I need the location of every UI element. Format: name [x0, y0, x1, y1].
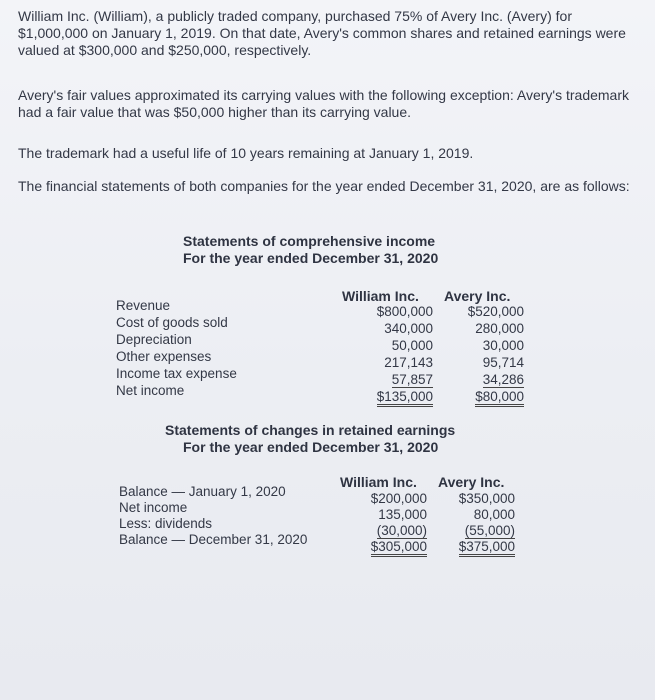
re-william-value: (30,000) — [376, 523, 427, 538]
income-row-label: Income tax expense — [116, 366, 237, 381]
re-col-william: William Inc. — [340, 474, 417, 490]
income-col-william: William Inc. — [342, 288, 419, 304]
income-william-total: $135,000 — [377, 389, 433, 407]
income-avery-value: 280,000 — [475, 321, 524, 336]
re-william-value: $200,000 — [370, 491, 427, 506]
retained-earnings-title: Statements of changes in retained earnings — [165, 422, 456, 438]
income-statement-subtitle: For the year ended December 31, 2020 — [183, 250, 439, 266]
trademark-life-paragraph: The trademark had a useful life of 10 years remaining at January 1, 2019. — [18, 145, 474, 161]
income-statement-title: Statements of comprehensive income — [183, 233, 436, 249]
re-col-avery: Avery Inc. — [438, 474, 505, 490]
income-william-value: $800,000 — [376, 304, 433, 319]
income-row-label: Other expenses — [116, 349, 212, 364]
re-avery-value: 80,000 — [473, 507, 515, 522]
re-row-label: Less: dividends — [119, 516, 213, 531]
income-row-label: Revenue — [116, 298, 171, 313]
income-avery-total: $80,000 — [475, 389, 524, 407]
re-avery-total: $375,000 — [459, 539, 515, 557]
income-col-avery: Avery Inc. — [444, 288, 511, 304]
income-row-label: Net income — [116, 383, 185, 398]
fair-value-paragraph: Avery's fair values approximated its carrying values with the following exception: Avery's trademark had a fair value that was $50,000 higher than its carrying value. — [18, 87, 629, 120]
income-avery-value: 34,286 — [482, 372, 524, 387]
income-william-value: 57,857 — [391, 372, 433, 387]
re-william-value: 135,000 — [378, 507, 427, 522]
income-william-value: 217,143 — [384, 355, 433, 370]
income-avery-value: 95,714 — [482, 355, 524, 370]
re-avery-value: (55,000) — [464, 523, 515, 538]
re-row-label: Balance — December 31, 2020 — [119, 532, 308, 547]
income-avery-value: $520,000 — [467, 304, 524, 319]
retained-earnings-subtitle: For the year ended December 31, 2020 — [183, 439, 439, 455]
re-row-label: Net income — [119, 500, 188, 515]
re-william-total: $305,000 — [371, 539, 427, 557]
financial-statements-intro: The financial statements of both companies for the year ended December 31, 2020, are as follows: — [18, 178, 630, 194]
income-row-label: Depreciation — [116, 332, 192, 347]
income-row-label: Cost of goods sold — [116, 315, 228, 330]
income-william-value: 50,000 — [391, 338, 433, 353]
income-avery-value: 30,000 — [482, 338, 524, 353]
re-avery-value: $350,000 — [458, 491, 515, 506]
re-row-label: Balance — January 1, 2020 — [119, 484, 286, 499]
intro-paragraph: William Inc. (William), a publicly traded company, purchased 75% of Avery Inc. (Avery) for $1,000,000 on January 1, 2019. On that date, Avery's common shares and retained earnings were valued at $300,000 and $250,000, respectively. — [18, 8, 626, 58]
income-william-value: 340,000 — [384, 321, 433, 336]
